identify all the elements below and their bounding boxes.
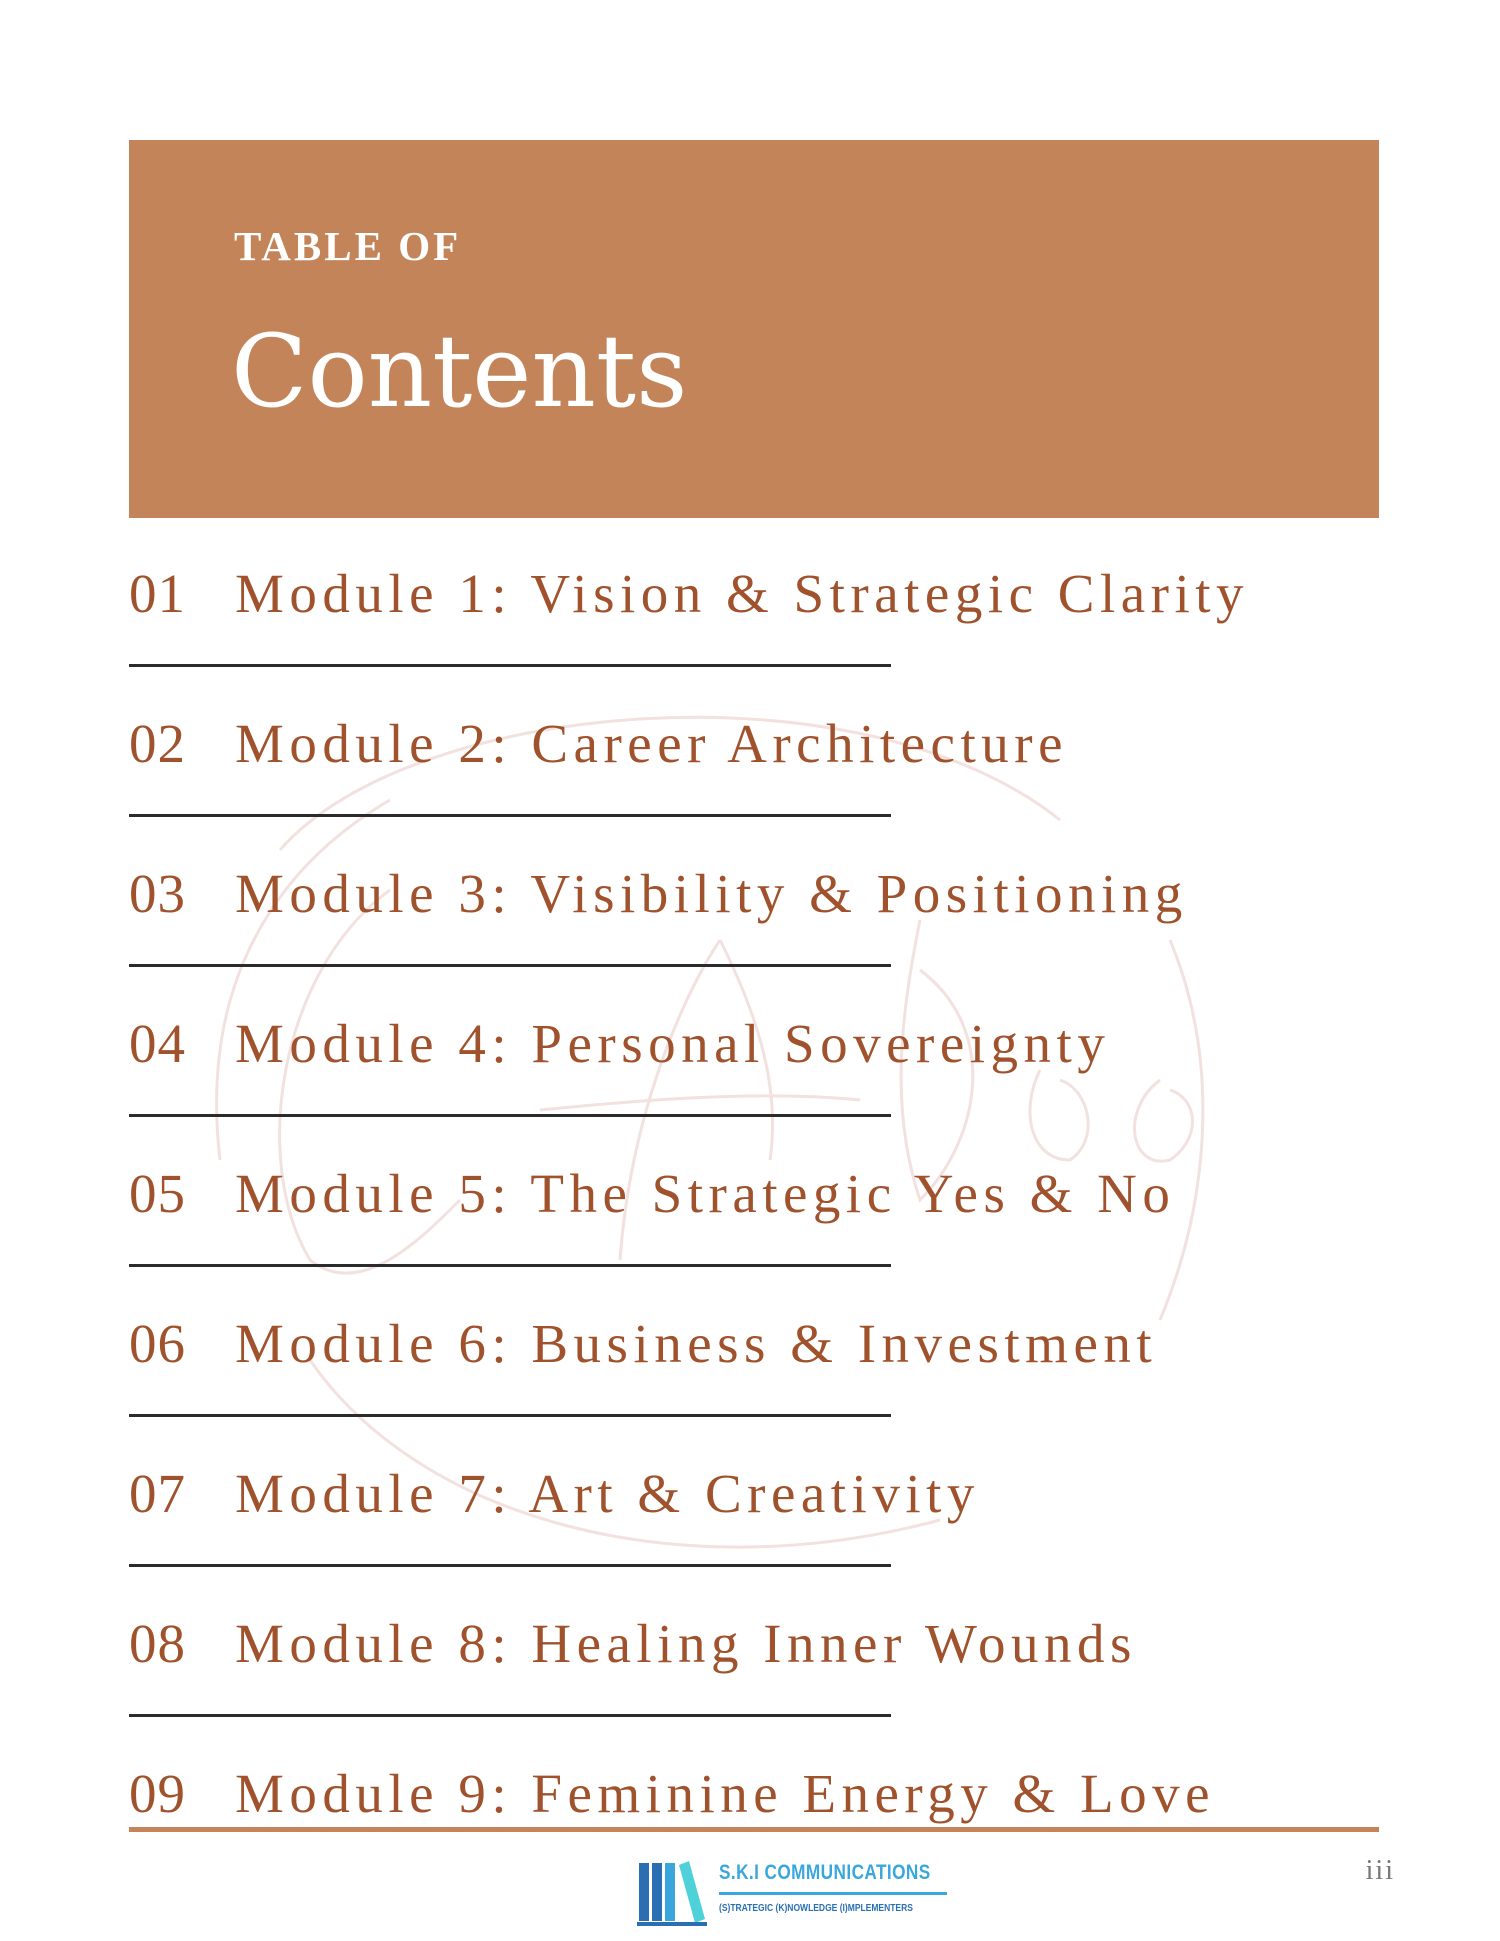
company-logo: [637, 1855, 957, 1930]
toc-entry-03[interactable]: [129, 840, 1379, 990]
toc-divider: [129, 1264, 891, 1267]
toc-divider: [129, 1714, 891, 1717]
books-logo-icon: [637, 1859, 707, 1929]
toc-divider: [129, 664, 891, 667]
header-kicker: TABLE OF: [234, 223, 462, 269]
toc-entry-number: 05: [129, 1163, 186, 1224]
logo-underline: [719, 1892, 947, 1895]
toc-entry-05[interactable]: [129, 1140, 1379, 1290]
toc-entry-title: Module 3: Visibility & Positioning: [235, 863, 1188, 924]
toc-entry-title: Module 2: Career Architecture: [235, 713, 1068, 774]
toc-divider: [129, 1114, 891, 1117]
toc-entry-title: Module 6: Business & Investment: [235, 1313, 1158, 1374]
toc-entry-08[interactable]: [129, 1590, 1379, 1740]
toc-entry-number: 04: [129, 1013, 186, 1074]
toc-entry-title: Module 5: The Strategic Yes & No: [235, 1163, 1176, 1224]
toc-entry-number: 09: [129, 1763, 186, 1824]
toc-divider: [129, 1564, 891, 1567]
page-title: Contents: [231, 313, 688, 430]
toc-divider: [129, 964, 891, 967]
toc-entry-07[interactable]: [129, 1440, 1379, 1590]
toc-entry-title: Module 7: Art & Creativity: [235, 1463, 980, 1524]
toc-divider: [129, 814, 891, 817]
toc-entry-06[interactable]: [129, 1290, 1379, 1440]
toc-entry-number: 03: [129, 863, 186, 924]
toc-entry-04[interactable]: [129, 990, 1379, 1140]
toc-entry-number: 01: [129, 563, 186, 624]
page-number: iii: [1365, 1855, 1395, 1886]
header-band: [129, 140, 1379, 518]
toc-entry-number: 06: [129, 1313, 186, 1374]
toc-entry-number: 02: [129, 713, 186, 774]
toc-entry-title: Module 4: Personal Sovereignty: [235, 1013, 1111, 1074]
toc-entry-title: Module 9: Feminine Energy & Love: [235, 1763, 1215, 1824]
toc-entry-number: 08: [129, 1613, 186, 1674]
toc-entry-title: Module 8: Healing Inner Wounds: [235, 1613, 1137, 1674]
toc-divider: [129, 1414, 891, 1417]
logo-company-name: S.K.I COMMUNICATIONS: [719, 1861, 931, 1884]
logo-tagline: (S)TRATEGIC (K)NOWLEDGE (I)MPLEMENTERS: [719, 1903, 913, 1914]
toc-entry-number: 07: [129, 1463, 186, 1524]
toc-entry-title: Module 1: Vision & Strategic Clarity: [235, 563, 1250, 624]
toc-entry-01[interactable]: [129, 540, 1379, 690]
footer-divider: [129, 1827, 1379, 1832]
toc-entry-02[interactable]: [129, 690, 1379, 840]
